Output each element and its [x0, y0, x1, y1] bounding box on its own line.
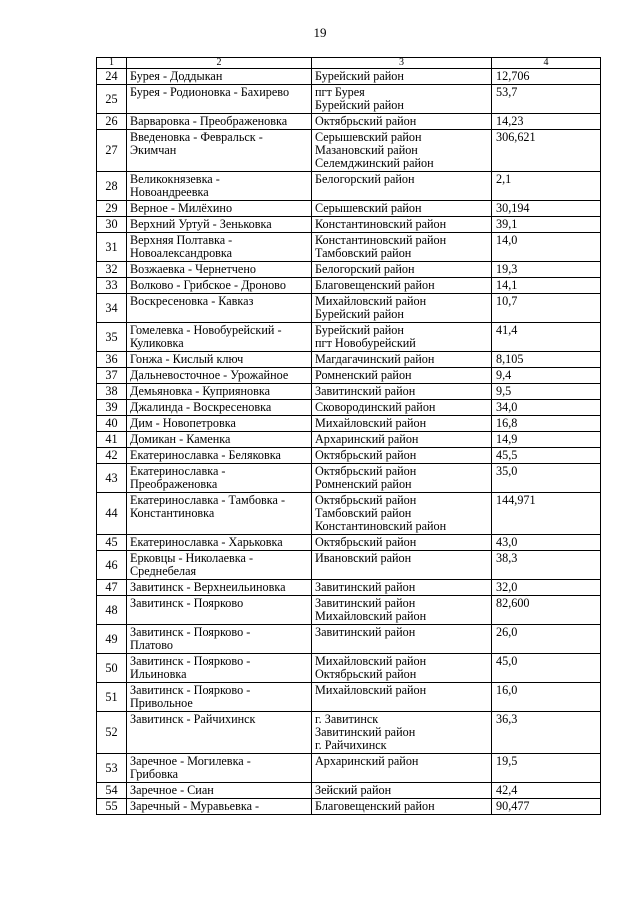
- route-name: [127, 551, 312, 580]
- district: [312, 172, 492, 201]
- district: [312, 85, 492, 114]
- route-line: Куликовка: [130, 336, 184, 350]
- district: [312, 69, 492, 85]
- route-line: Великокнязевка -: [130, 172, 220, 186]
- table-row: [97, 683, 601, 712]
- district-line: Селемджинский район: [315, 156, 434, 170]
- route-name: [127, 201, 312, 217]
- district-line: Тамбовский район: [315, 246, 412, 260]
- route-name: [127, 294, 312, 323]
- table-row: [97, 85, 601, 114]
- district: [312, 551, 492, 580]
- table-row: [97, 400, 601, 416]
- route-name: [127, 783, 312, 799]
- route-line: Заречный - Муравьевка -: [130, 799, 260, 813]
- district: [312, 448, 492, 464]
- district-line: г. Завитинск: [315, 712, 379, 726]
- route-line: Среднебелая: [130, 564, 197, 578]
- page-number: 19: [313, 25, 327, 40]
- route-line: Джалинда - Воскресеновка: [130, 400, 272, 414]
- district-line: Октябрьский район: [315, 114, 417, 128]
- road-length: 36,3: [492, 712, 601, 754]
- table-row: [97, 69, 601, 85]
- road-length: 8,105: [492, 352, 601, 368]
- district-line: Бурейский район: [315, 307, 404, 321]
- row-number: 36: [97, 352, 127, 368]
- route-line: Домикан - Каменка: [130, 432, 231, 446]
- row-number: 45: [97, 535, 127, 551]
- district-line: Константиновский район: [315, 519, 447, 533]
- district: [312, 217, 492, 233]
- table-row: [97, 294, 601, 323]
- road-length: 19,5: [492, 754, 601, 783]
- route-line: Ильиновка: [130, 667, 187, 681]
- table-row: [97, 712, 601, 754]
- row-number: 30: [97, 217, 127, 233]
- road-length: 82,600: [492, 596, 601, 625]
- road-length: 16,8: [492, 416, 601, 432]
- district: [312, 323, 492, 352]
- table-row: [97, 654, 601, 683]
- district-line: Михайловский район: [315, 416, 427, 430]
- row-number: 24: [97, 69, 127, 85]
- route-line: Завитинск - Поярково -: [130, 625, 251, 639]
- district-line: Завитинский район: [315, 625, 416, 639]
- row-number: 42: [97, 448, 127, 464]
- table-row: [97, 448, 601, 464]
- district-line: Ромненский район: [315, 477, 412, 491]
- road-length: 35,0: [492, 464, 601, 493]
- district-line: Михайловский район: [315, 609, 427, 623]
- road-length: 12,706: [492, 69, 601, 85]
- district: [312, 799, 492, 815]
- table-row: [97, 799, 601, 815]
- district-line: Михайловский район: [315, 294, 427, 308]
- route-line: Константиновка: [130, 506, 215, 520]
- table-row: [97, 201, 601, 217]
- road-length: 14,9: [492, 432, 601, 448]
- district: [312, 233, 492, 262]
- district-line: Благовещенский район: [315, 278, 435, 292]
- roads-table: [96, 57, 601, 815]
- row-number: 46: [97, 551, 127, 580]
- district-line: Октябрьский район: [315, 464, 417, 478]
- route-line: Гонжа - Кислый ключ: [130, 352, 244, 366]
- table-row: [97, 464, 601, 493]
- district-line: Белогорский район: [315, 172, 415, 186]
- district-line: Бурейский район: [315, 69, 404, 83]
- route-line: Дим - Новопетровка: [130, 416, 236, 430]
- district-line: Михайловский район: [315, 654, 427, 668]
- route-line: Екатеринославка - Тамбовка -: [130, 493, 286, 507]
- route-name: [127, 596, 312, 625]
- row-number: 54: [97, 783, 127, 799]
- road-length: 9,5: [492, 384, 601, 400]
- road-length: 14,0: [492, 233, 601, 262]
- route-line: Екатеринославка - Беляковка: [130, 448, 281, 462]
- route-name: [127, 799, 312, 815]
- table-row: [97, 323, 601, 352]
- table-row: [97, 493, 601, 535]
- district: [312, 352, 492, 368]
- table-row: [97, 754, 601, 783]
- district-line: Завитинский район: [315, 580, 416, 594]
- district-line: Завитинский район: [315, 725, 416, 739]
- road-length: 19,3: [492, 262, 601, 278]
- district-line: Октябрьский район: [315, 448, 417, 462]
- district: [312, 596, 492, 625]
- table-row: [97, 217, 601, 233]
- road-length: 144,971: [492, 493, 601, 535]
- row-number: 26: [97, 114, 127, 130]
- route-line: Верное - Милёхино: [130, 201, 233, 215]
- route-line: Экимчан: [130, 143, 177, 157]
- route-name: [127, 493, 312, 535]
- route-line: Завитинск - Поярково -: [130, 654, 251, 668]
- row-number: 40: [97, 416, 127, 432]
- district: [312, 683, 492, 712]
- row-number: 53: [97, 754, 127, 783]
- district: [312, 712, 492, 754]
- district: [312, 384, 492, 400]
- road-length: 42,4: [492, 783, 601, 799]
- row-number: 28: [97, 172, 127, 201]
- row-number: 34: [97, 294, 127, 323]
- table-row: [97, 172, 601, 201]
- row-number: 38: [97, 384, 127, 400]
- district: [312, 535, 492, 551]
- district-line: Архаринский район: [315, 754, 419, 768]
- route-line: Завитинск - Верхнеильиновка: [130, 580, 286, 594]
- route-name: [127, 432, 312, 448]
- table-header-row: [97, 58, 601, 69]
- table-row: [97, 233, 601, 262]
- district-line: Октябрьский район: [315, 535, 417, 549]
- route-line: Завитинск - Поярково -: [130, 683, 251, 697]
- district-line: Бурейский район: [315, 98, 404, 112]
- table-row: [97, 580, 601, 596]
- table-row: [97, 783, 601, 799]
- road-length: 43,0: [492, 535, 601, 551]
- route-line: Введеновка - Февральск -: [130, 130, 263, 144]
- route-name: [127, 654, 312, 683]
- row-number: 29: [97, 201, 127, 217]
- route-line: Бурея - Родионовка - Бахирево: [130, 85, 290, 99]
- table-row: [97, 262, 601, 278]
- header-col-1: 1: [97, 58, 127, 69]
- district-line: Серышевский район: [315, 201, 422, 215]
- table-row: [97, 352, 601, 368]
- district-line: Зейский район: [315, 783, 392, 797]
- route-name: [127, 384, 312, 400]
- route-name: [127, 535, 312, 551]
- route-line: Воскресеновка - Кавказ: [130, 294, 254, 308]
- route-line: Верхний Уртуй - Зеньковка: [130, 217, 272, 231]
- district: [312, 783, 492, 799]
- route-line: Гомелевка - Новобурейский -: [130, 323, 282, 337]
- route-line: Бурея - Доддыкан: [130, 69, 223, 83]
- route-name: [127, 400, 312, 416]
- road-length: 38,3: [492, 551, 601, 580]
- district-line: Тамбовский район: [315, 506, 412, 520]
- road-length: 30,194: [492, 201, 601, 217]
- road-length: 53,7: [492, 85, 601, 114]
- district: [312, 754, 492, 783]
- row-number: 44: [97, 493, 127, 535]
- table-row: [97, 625, 601, 654]
- route-line: Екатеринославка -: [130, 464, 226, 478]
- district: [312, 294, 492, 323]
- row-number: 51: [97, 683, 127, 712]
- route-line: Новоалександровка: [130, 246, 233, 260]
- road-length: 14,23: [492, 114, 601, 130]
- district-line: Сковородинский район: [315, 400, 436, 414]
- route-name: [127, 712, 312, 754]
- route-line: Новоандреевка: [130, 185, 209, 199]
- district: [312, 368, 492, 384]
- route-name: [127, 352, 312, 368]
- route-name: [127, 416, 312, 432]
- row-number: 32: [97, 262, 127, 278]
- table-row: [97, 551, 601, 580]
- district: [312, 130, 492, 172]
- road-length: 14,1: [492, 278, 601, 294]
- road-length: 45,5: [492, 448, 601, 464]
- route-name: [127, 580, 312, 596]
- header-col-4: 4: [492, 58, 601, 69]
- district: [312, 114, 492, 130]
- row-number: 49: [97, 625, 127, 654]
- district: [312, 400, 492, 416]
- route-name: [127, 754, 312, 783]
- route-name: [127, 85, 312, 114]
- district: [312, 201, 492, 217]
- row-number: 37: [97, 368, 127, 384]
- route-name: [127, 217, 312, 233]
- road-length: 16,0: [492, 683, 601, 712]
- district-line: Ивановский район: [315, 551, 412, 565]
- row-number: 41: [97, 432, 127, 448]
- district: [312, 580, 492, 596]
- route-line: Ерковцы - Николаевка -: [130, 551, 254, 565]
- route-name: [127, 464, 312, 493]
- table-row: [97, 278, 601, 294]
- road-length: 26,0: [492, 625, 601, 654]
- route-line: Верхняя Полтавка -: [130, 233, 233, 247]
- road-length: 9,4: [492, 368, 601, 384]
- row-number: 27: [97, 130, 127, 172]
- district-line: Константиновский район: [315, 233, 447, 247]
- route-name: [127, 278, 312, 294]
- row-number: 52: [97, 712, 127, 754]
- table-row: [97, 114, 601, 130]
- district-line: Константиновский район: [315, 217, 447, 231]
- route-line: Преображеновка: [130, 477, 218, 491]
- route-line: Екатеринославка - Харьковка: [130, 535, 283, 549]
- route-name: [127, 368, 312, 384]
- district-line: Михайловский район: [315, 683, 427, 697]
- district-line: Завитинский район: [315, 384, 416, 398]
- route-line: Грибовка: [130, 767, 179, 781]
- row-number: 47: [97, 580, 127, 596]
- route-line: Дальневосточное - Урожайное: [130, 368, 289, 382]
- table-row: [97, 368, 601, 384]
- table-row: [97, 535, 601, 551]
- route-line: Платово: [130, 638, 174, 652]
- district: [312, 654, 492, 683]
- route-line: Варваровка - Преображеновка: [130, 114, 288, 128]
- row-number: 48: [97, 596, 127, 625]
- row-number: 50: [97, 654, 127, 683]
- route-line: Возжаевка - Чернетчено: [130, 262, 256, 276]
- district: [312, 625, 492, 654]
- district-line: пгт Бурея: [315, 85, 365, 99]
- route-name: [127, 69, 312, 85]
- district-line: Магдагачинский район: [315, 352, 435, 366]
- table-row: [97, 432, 601, 448]
- table-row: [97, 384, 601, 400]
- route-name: [127, 233, 312, 262]
- district-line: Бурейский район: [315, 323, 404, 337]
- district-line: Серышевский район: [315, 130, 422, 144]
- row-number: 31: [97, 233, 127, 262]
- road-length: 34,0: [492, 400, 601, 416]
- road-length: 10,7: [492, 294, 601, 323]
- table-row: [97, 416, 601, 432]
- district-line: Октябрьский район: [315, 667, 417, 681]
- route-line: Завитинск - Поярково: [130, 596, 244, 610]
- route-line: Заречное - Сиан: [130, 783, 214, 797]
- road-length: 2,1: [492, 172, 601, 201]
- route-name: [127, 448, 312, 464]
- district-line: г. Райчихинск: [315, 738, 387, 752]
- road-length: 41,4: [492, 323, 601, 352]
- district: [312, 278, 492, 294]
- table-row: [97, 596, 601, 625]
- row-number: 25: [97, 85, 127, 114]
- route-name: [127, 172, 312, 201]
- road-length: 32,0: [492, 580, 601, 596]
- row-number: 43: [97, 464, 127, 493]
- route-line: Заречное - Могилевка -: [130, 754, 251, 768]
- table-row: [97, 130, 601, 172]
- district-line: Ромненский район: [315, 368, 412, 382]
- route-name: [127, 323, 312, 352]
- district: [312, 432, 492, 448]
- district: [312, 262, 492, 278]
- route-line: Привольное: [130, 696, 193, 710]
- header-col-3: 3: [312, 58, 492, 69]
- district-line: Белогорский район: [315, 262, 415, 276]
- route-name: [127, 130, 312, 172]
- district: [312, 493, 492, 535]
- district-line: Октябрьский район: [315, 493, 417, 507]
- district: [312, 416, 492, 432]
- row-number: 33: [97, 278, 127, 294]
- road-length: 39,1: [492, 217, 601, 233]
- row-number: 39: [97, 400, 127, 416]
- row-number: 55: [97, 799, 127, 815]
- district-line: Мазановский район: [315, 143, 418, 157]
- road-length: 45,0: [492, 654, 601, 683]
- district: [312, 464, 492, 493]
- route-name: [127, 114, 312, 130]
- route-name: [127, 262, 312, 278]
- route-line: Завитинск - Райчихинск: [130, 712, 256, 726]
- route-name: [127, 625, 312, 654]
- district-line: пгт Новобурейский: [315, 336, 416, 350]
- road-length: 90,477: [492, 799, 601, 815]
- road-length: 306,621: [492, 130, 601, 172]
- district-line: Завитинский район: [315, 596, 416, 610]
- district-line: Архаринский район: [315, 432, 419, 446]
- header-col-2: 2: [127, 58, 312, 69]
- route-line: Волково - Грибское - Дроново: [130, 278, 286, 292]
- row-number: 35: [97, 323, 127, 352]
- route-name: [127, 683, 312, 712]
- district-line: Благовещенский район: [315, 799, 435, 813]
- route-line: Демьяновка - Куприяновка: [130, 384, 270, 398]
